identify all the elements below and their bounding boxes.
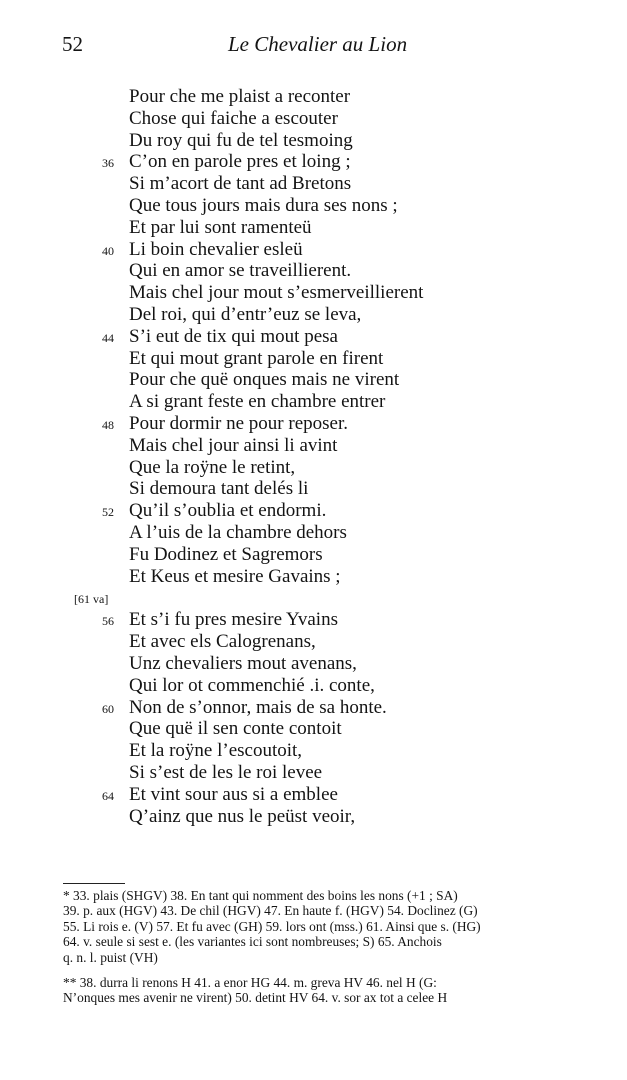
verse-text: Pour dormir ne pour reposer. — [129, 412, 348, 434]
verse-text: Et qui mout grant parole en firent — [129, 347, 384, 369]
verse-text: Qui en amor se traveillierent. — [129, 260, 352, 282]
page-number: 52 — [62, 32, 83, 56]
verse-text: Et avec els Calogrenans, — [129, 631, 316, 653]
line-number: 60 — [102, 701, 114, 716]
verse-text: Et s’i fu pres mesire Yvains — [129, 609, 338, 631]
verse-text: Mais chel jour ainsi li avint — [129, 434, 338, 456]
verse-text: Del roi, qui d’entr’euz se leva, — [129, 303, 362, 325]
verse-line — [0, 806, 627, 828]
verse-text: Que tous jours mais dura ses nons ; — [129, 194, 398, 216]
verse-text: Et vint sour aus si a emblee — [129, 783, 338, 805]
verse-text: Mais chel jour mout s’esmerveillierent — [129, 282, 424, 304]
verse-line — [0, 391, 627, 413]
verse-line — [0, 130, 627, 152]
verse-line — [0, 784, 627, 806]
verse-text: Que la roÿne le retint, — [129, 456, 296, 478]
verse-line — [0, 326, 627, 348]
verse-line — [0, 631, 627, 653]
verse-text: A si grant feste en chambre entrer — [129, 391, 386, 413]
verse-line — [0, 260, 627, 282]
verse-line — [0, 348, 627, 370]
verse-line — [0, 108, 627, 130]
verse-text: Si m’acort de tant ad Bretons — [129, 173, 352, 195]
variant-notes — [63, 888, 573, 965]
line-number: 36 — [102, 156, 114, 171]
verse-text: Si s’est de les le roi levee — [129, 761, 323, 783]
verse-line — [0, 282, 627, 304]
verse-line — [0, 478, 627, 500]
verse-line — [0, 697, 627, 719]
verse-text: Qu’il s’oublia et endormi. — [129, 500, 327, 522]
verse-text: Si demoura tant delés li — [129, 478, 309, 500]
verse-text: Unz chevaliers mout avenans, — [129, 652, 357, 674]
verse-text: Li boin chevalier esleü — [129, 238, 303, 260]
verse-text: Qui lor ot commenchié .i. conte, — [129, 674, 375, 696]
verse-line — [0, 500, 627, 522]
footnote-rule — [63, 883, 125, 884]
folio-marker-text: [61 va] — [74, 592, 109, 607]
verse-line — [0, 413, 627, 435]
verse-line — [0, 544, 627, 566]
line-number: 64 — [102, 788, 114, 803]
footnote-line: 64. v. seule si sest e. (les variantes ici sont nombreuses; S) 65. Anchois — [63, 934, 442, 950]
footnote-line: * 33. plais (SHGV) 38. En tant qui nomment des boins les nons (+1 ; SA) — [63, 888, 458, 903]
footnotes — [63, 883, 573, 1006]
running-title: Le Chevalier au Lion — [228, 32, 408, 56]
verse-line — [0, 740, 627, 762]
verse-text: A l’uis de la chambre dehors — [129, 521, 347, 543]
verse-text: Q’ainz que nus le peüst veoir, — [129, 805, 356, 827]
verse-line — [0, 173, 627, 195]
verse-text: Et par lui sont ramenteü — [129, 216, 312, 238]
line-number: 48 — [102, 417, 114, 432]
verse-text: Et Keus et mesire Gavains ; — [129, 565, 341, 587]
folio-marker — [0, 587, 627, 609]
verse-line — [0, 653, 627, 675]
footnote-line: 39. p. aux (HGV) 43. De chil (HGV) 47. En haute f. (HGV) 54. Doclinez (G) — [63, 903, 478, 919]
footnote-line: 55. Li rois e. (V) 57. Et fu avec (GH) 59. lors ont (mss.) 61. Ainsi que s. (HG) — [63, 918, 481, 934]
verse-text: Et la roÿne l’escoutoit, — [129, 740, 303, 762]
verse-line — [0, 435, 627, 457]
line-number: 40 — [102, 243, 114, 258]
verse-text: Fu Dodinez et Sagremors — [129, 543, 323, 565]
verse-text: Que quë il sen conte contoit — [129, 718, 342, 740]
line-number: 52 — [102, 505, 114, 520]
verse-line — [0, 718, 627, 740]
verse-line — [0, 522, 627, 544]
verse-line — [0, 304, 627, 326]
verse-text: S’i eut de tix qui mout pesa — [129, 325, 338, 347]
footnote-line: q. n. l. puist (VH) — [63, 949, 158, 965]
verse-line — [0, 86, 627, 108]
verse-line — [0, 609, 627, 631]
verse-text: C’on en parole pres et loing ; — [129, 151, 351, 173]
verse-text: Pour che quë onques mais ne virent — [129, 369, 400, 391]
verse-line — [0, 195, 627, 217]
verse-line — [0, 239, 627, 261]
poem-text — [0, 86, 627, 827]
verse-line — [0, 217, 627, 239]
rejected-readings-notes — [63, 975, 573, 1006]
verse-text: Pour che me plaist a reconter — [129, 86, 351, 107]
verse-line — [0, 457, 627, 479]
line-number: 56 — [102, 614, 114, 629]
verse-text: Non de s’onnor, mais de sa honte. — [129, 696, 387, 718]
verse-line — [0, 675, 627, 697]
line-number: 44 — [102, 330, 114, 345]
verse-line — [0, 151, 627, 173]
verse-line — [0, 762, 627, 784]
verse-line — [0, 566, 627, 588]
verse-text: Chose qui faiche a escouter — [129, 107, 338, 129]
verse-line — [0, 369, 627, 391]
verse-text: Du roy qui fu de tel tesmoing — [129, 129, 353, 151]
footnote-line: ** 38. durra li renons H 41. a enor HG 44. m. greva HV 46. nel H (G: — [63, 975, 437, 991]
footnote-line: N’onques mes avenir ne virent) 50. detint HV 64. v. sor ax tot a celee H — [63, 990, 448, 1006]
